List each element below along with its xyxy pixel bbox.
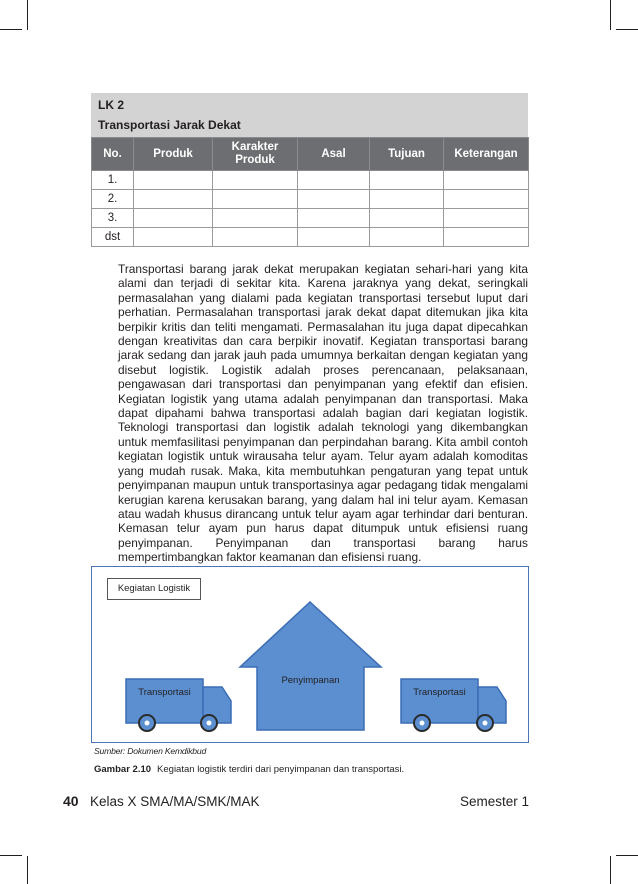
table-cell[interactable] — [298, 209, 370, 228]
book-title: Kelas X SMA/MA/SMK/MAK — [90, 794, 260, 809]
table-cell[interactable] — [444, 228, 529, 247]
column-header: Karakter Produk — [213, 138, 298, 171]
table-row — [92, 228, 529, 247]
worksheet-header — [91, 93, 528, 137]
table-cell[interactable] — [444, 171, 529, 190]
figure-source: Sumber: Dokumen Kemdikbud — [94, 746, 207, 756]
semester-label: Semester 1 — [459, 794, 529, 809]
logistics-figure — [91, 566, 529, 743]
figure-caption — [94, 764, 404, 775]
table-cell[interactable] — [444, 209, 529, 228]
crop-mark — [610, 0, 611, 30]
crop-mark — [616, 855, 638, 856]
left-truck-label: Transportasi — [138, 687, 191, 698]
table-cell[interactable] — [370, 228, 444, 247]
column-header: Produk — [134, 138, 213, 171]
crop-mark — [0, 29, 22, 30]
page-number: 40 — [63, 793, 79, 809]
warehouse-icon — [240, 602, 381, 730]
table-row — [92, 190, 529, 209]
worksheet-subtitle: Transportasi Jarak Dekat — [98, 118, 241, 132]
worksheet-lk2 — [91, 93, 528, 247]
crop-mark — [27, 0, 28, 30]
column-header: Tujuan — [370, 138, 444, 171]
row-number: 2. — [92, 190, 134, 209]
crop-mark — [616, 29, 638, 30]
table-cell[interactable] — [298, 190, 370, 209]
column-header: Asal — [298, 138, 370, 171]
table-cell[interactable] — [370, 209, 444, 228]
row-number: 1. — [92, 171, 134, 190]
crop-mark — [27, 856, 28, 884]
table-cell[interactable] — [213, 171, 298, 190]
column-header: Keterangan — [444, 138, 529, 171]
crop-mark — [0, 855, 22, 856]
worksheet-table — [91, 137, 529, 247]
crop-mark — [610, 856, 611, 884]
storage-label: Penyimpanan — [281, 675, 340, 686]
table-cell[interactable] — [134, 190, 213, 209]
table-header-row — [92, 138, 529, 171]
table-cell[interactable] — [370, 190, 444, 209]
table-row — [92, 209, 529, 228]
caption-text: Kegiatan logistik terdiri dari penyimpanan dan transportasi. — [157, 764, 405, 775]
table-cell[interactable] — [213, 228, 298, 247]
figure-label-box: Kegiatan Logistik — [107, 578, 201, 600]
table-cell[interactable] — [134, 171, 213, 190]
row-number: 3. — [92, 209, 134, 228]
table-cell[interactable] — [134, 209, 213, 228]
table-row — [92, 171, 529, 190]
right-truck-label: Transportasi — [413, 687, 466, 698]
table-cell[interactable] — [370, 171, 444, 190]
table-cell[interactable] — [213, 190, 298, 209]
table-cell[interactable] — [213, 209, 298, 228]
body-paragraph: Transportasi barang jarak dekat merupakan kegiatan sehari-hari yang kita alami dan terjadi di sekitar kita. Karena jaraknya yang dekat, seringkali permasalahan yang dialami pada kegiatan transportasi tersebut luput dari perhatian. Permasalahan transportasi jarak dekat dapat ditemukan jika kita berpikir kritis dan teliti mengamati. Permasalahan itu juga dapat dipecahkan dengan kreativitas dan cara berpikir inovatif. Kegiatan transportasi barang jarak sedang dan jarak jauh pada umumnya berkaitan dengan kegiatan yang disebut logistik. Logistik adalah proses perencanaan, pelaksanaan, pengawasan dari transportasi dan penyimpanan yang efektif dan efisien. Kegiatan logistik yang utama adalah penyimpanan dan transportasi. Maka dapat dipahami bahwa transportasi adalah bagian dari kegiatan logistik. Teknologi transportasi dan logistik adalah teknologi yang dikembangkan untuk memfasilitasi penyimpanan dan perpindahan barang. Kita ambil contoh kegiatan logistik untuk wirausaha telur ayam. Telur ayam adalah komoditas yang mudah rusak. Maka, kita membutuhkan pengaturan yang tepat untuk penyimpanan maupun untuk transportasinya agar pedagang tidak mengalami kerugian karena kerusakan barang, yang dalam hal ini telur ayam. Kemasan atau wadah khusus dirancang untuk telur ayam agar terhindar dari benturan. Kemasan telur ayam pun harus dapat ditumpuk untuk efisiensi ruang penyimpanan. Penyimpanan dan transportasi barang harus mempertimbangkan faktor keamanan dan efisiensi ruang. — [118, 262, 528, 565]
column-header: No. — [92, 138, 134, 171]
table-cell[interactable] — [298, 171, 370, 190]
table-cell[interactable] — [298, 228, 370, 247]
table-cell[interactable] — [444, 190, 529, 209]
worksheet-title: LK 2 — [98, 98, 125, 112]
table-cell[interactable] — [134, 228, 213, 247]
row-number: dst — [92, 228, 134, 247]
caption-number: Gambar 2.10 — [94, 764, 152, 775]
